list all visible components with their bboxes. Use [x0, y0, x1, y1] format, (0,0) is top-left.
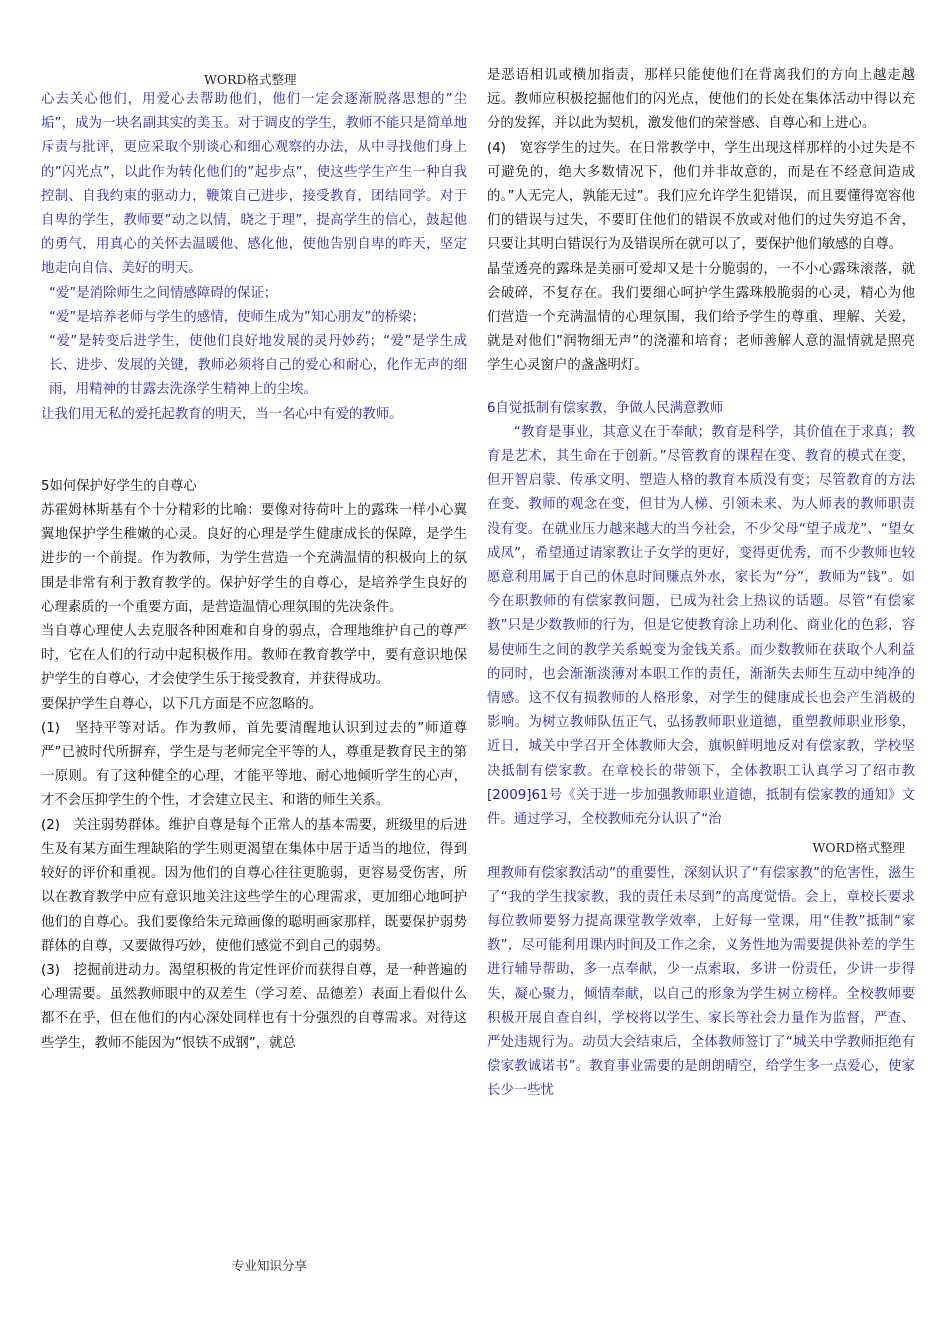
love-point-2: “爱”是培养老师与学生的感情，使师生成为”知心朋友”的桥梁；: [49, 309, 425, 325]
left-column: [41, 88, 467, 1056]
page-header-left: WORD格式整理: [204, 72, 297, 87]
section-5-item-3: (3) 挖掘前进动力。渴望积极的肯定性评价而获得自尊，是一种普遍的心理需要。虽然教师眼中的双差生（学习差、品德差）表面上看似什么都不在乎，但在他们的内心深处同样也有十分强烈的自尊需求。对待这些学生，教师不能因为”恨铁不成钢”，就总: [41, 962, 467, 1051]
love-point-3: “爱”是转变后进学生，使他们良好地发展的灵丹妙药；“爱”是学生成长、进步、发展的关键，教师必须将自己的爱心和耐心，化作无声的细雨，用精神的甘露去洗涤学生精神上的尘埃。: [49, 334, 467, 398]
mid-header-line: [487, 836, 915, 861]
section-5-paragraph-2: 当自尊心理使人去克服各种困难和自身的弱点，合理地维护自己的尊严时，它在人们的行动中起积极作用。教师在教育教学中，要有意识地保护学生的自尊心，才会使学生乐于接受教育，并获得成功。: [41, 624, 467, 688]
page-header-mid: WORD格式整理: [812, 840, 905, 856]
right-column: [487, 64, 915, 1104]
continued-paragraph: 是恶语相讥或横加指责，那样只能使他们在背离我们的方向上越走越远。教师应积极挖掘他们的闪光点，使他们的长处在集体活动中得以充分的发挥，并以此为契机，激发他们的荣誉感、自尊心和上进心。: [487, 68, 915, 132]
dew-paragraph: 晶莹透亮的露珠是美丽可爱却又是十分脆弱的，一不小心露珠滚落，就会破碎，不复存在。我们要细心呵护学生露珠般脆弱的心灵，精心为他们营造一个充满温情的心理氛围，我们给予学生的尊重、理解、关爱，就是对他们”润物细无声”的浇灌和培育；老师善解人意的温情就是照亮学生心灵窗户的盏盏明灯。: [487, 261, 915, 374]
page-footer: 专业知识分享: [232, 1258, 308, 1273]
section-5-paragraph-3: 要保护学生自尊心，以下几方面是不应忽略的。: [41, 696, 323, 712]
section-5-item-4: (4) 宽容学生的过失。在日常教学中，学生出现这样那样的小过失是不可避免的，绝大多数情况下，他们并非故意的，而是在不经意间造成的。”人无完人，孰能无过”。我们应允许学生犯错误，而且要懂得宽容他们的错误与过失，不要盯住他们的错误不放或对他们的过失穷追不舍，只要让其明白错误行为及错误所在就可以了，要保护他们敏感的自尊。: [487, 140, 915, 253]
section-5-paragraph-1: 苏霍姆林斯基有个十分精彩的比喻：要像对待荷叶上的露珠一样小心翼翼地保护学生稚嫩的心灵。良好的心理是学生健康成长的保障，是学生进步的一个前提。作为教师，为学生营造一个充满温情的积极向上的氛围是非常有利于教育教学的。保护好学生的自尊心，是培养学生良好的心理素质的一个重要方面，是营造温情心理氛围的先决条件。: [41, 503, 467, 615]
section-6-paragraph-1: “教育是事业，其意义在于奉献；教育是科学，其价值在于求真；教育是艺术，其生命在于创新。”尽管教育的课程在变、教育的模式在变，但开智启蒙、传承文明、塑造人格的教育本质没有变；尽管教育的方法在变、教师的观念在变，但甘为人梯、引领未来、为人师表的教师职责没有变。在就业压力越来越大的当今社会，不少父母“望子成龙”、“望女成凤”，希望通过请家教让子女学的更好，变得更优秀，而不少教师也较愿意利用属于自己的休息时间赚点外水，家长为“分”，教师为“钱”。如今在职教师的有偿家教问题，已成为社会上热议的话题。尽管“有偿家教”只是少数教师的行为，但是它使教育涂上功利化、商业化的色彩，容易使师生之间的教学关系蜕变为金钱关系。而少数教师在获取个人利益的同时，也会渐渐淡薄对本职工作的责任，渐渐失去师生互动中纯净的情感。这不仅有损教师的人格形象，对学生的健康成长也会产生消极的影响。为树立教师队伍正气，弘扬教师职业道德，重塑教师职业形象，近日，城关中学召开全体教师大会，旗帜鲜明地反对有偿家教，学校坚决抵制有偿家教。在章校长的带领下，全体教职工认真学习了绍市教[2009]61号《关于进一步加强教师职业道德，抵制有偿家教的通知》文件。通过学习，全校教师充分认识了“治: [487, 424, 915, 828]
intro-paragraph: 心去关心他们，用爱心去帮助他们，他们一定会逐渐脱落思想的”尘垢”，成为一块名副其实的美玉。对于调皮的学生，教师不能只是简单地斥责与批评，更应采取个别谈心和细心观察的办法，从中寻找他们身上的”闪光点”，以此作为转化他们的”起步点”，使这些学生产生一种自我控制、自我约束的驱动力，鞭策自己进步，接受教育，团结同学。对于自卑的学生，教师要”动之以情，晓之于理”，提高学生的信心，鼓起他的勇气，用真心的关怀去温暖他、感化他，使他告别自卑的昨天，坚定地走向自信、美好的明天。: [41, 92, 467, 277]
section-5-item-1: (1) 坚持平等对话。作为教师，首先要清醒地认识到过去的”师道尊严”已被时代所摒弃，学生是与老师完全平等的人，尊重是教育民主的第一原则。有了这种健全的心理，才能平等地、耐心地倾听学生的心声，才不会压抑学生的个性，才会建立民主、和谐的师生关系。: [41, 720, 467, 809]
love-point-1: “爱”是消除师生之间情感障碍的保证；: [49, 285, 278, 301]
closing-sentence: 让我们用无私的爱托起教育的明天，当一名心中有爱的教师。: [41, 406, 403, 422]
section-6-title: 6自觉抵制有偿家教，争做人民满意教师: [487, 400, 724, 416]
section-6-paragraph-2: 理教师有偿家教活动”的重要性，深刻认识了“有偿家教”的危害性，滋生了“我的学生找家教，我的责任未尽到”的高度觉悟。会上，章校长要求每位教师要努力提高课堂教学效率，上好每一堂课，用“佳教”抵制“家教”，尽可能利用课内时间及工作之余，义务性地为需要提供补差的学生进行辅导帮助，多一点奉献，少一点索取，多讲一份责任，少讲一步得失，凝心聚力，倾情奉献，以自己的形象为学生树立榜样。全校教师要积极开展自查自纠，学校将以学生、家长等社会力量作为监督，严查、严处违规行为。动员大会结束后，全体教师签订了“城关中学教师拒绝有偿家教诚诺书”。教育事业需要的是朗朗晴空，给学生多一点爱心，使家长少一些忧: [487, 865, 915, 1099]
section-gap: [487, 379, 915, 397]
section-gap: [41, 427, 467, 475]
section-5-title: 5如何保护好学生的自尊心: [41, 478, 197, 494]
section-5-item-2: (2) 关注弱势群体。维护自尊是每个正常人的基本需要，班级里的后进生及有某方面生理缺陷的学生则更渴望在集体中居于适当的地位，得到较好的评价和重视。因为他们的自尊心往往更脆弱，更容易受伤害，所以在教育教学中应有意识地关注这些学生的心理需求，更加细心地呵护他们的自尊心。我们要像给朱元璋画像的聪明画家那样，既要保护弱势群体的自尊，又要做得巧妙，使他们感觉不到自己的弱势。: [41, 817, 467, 954]
